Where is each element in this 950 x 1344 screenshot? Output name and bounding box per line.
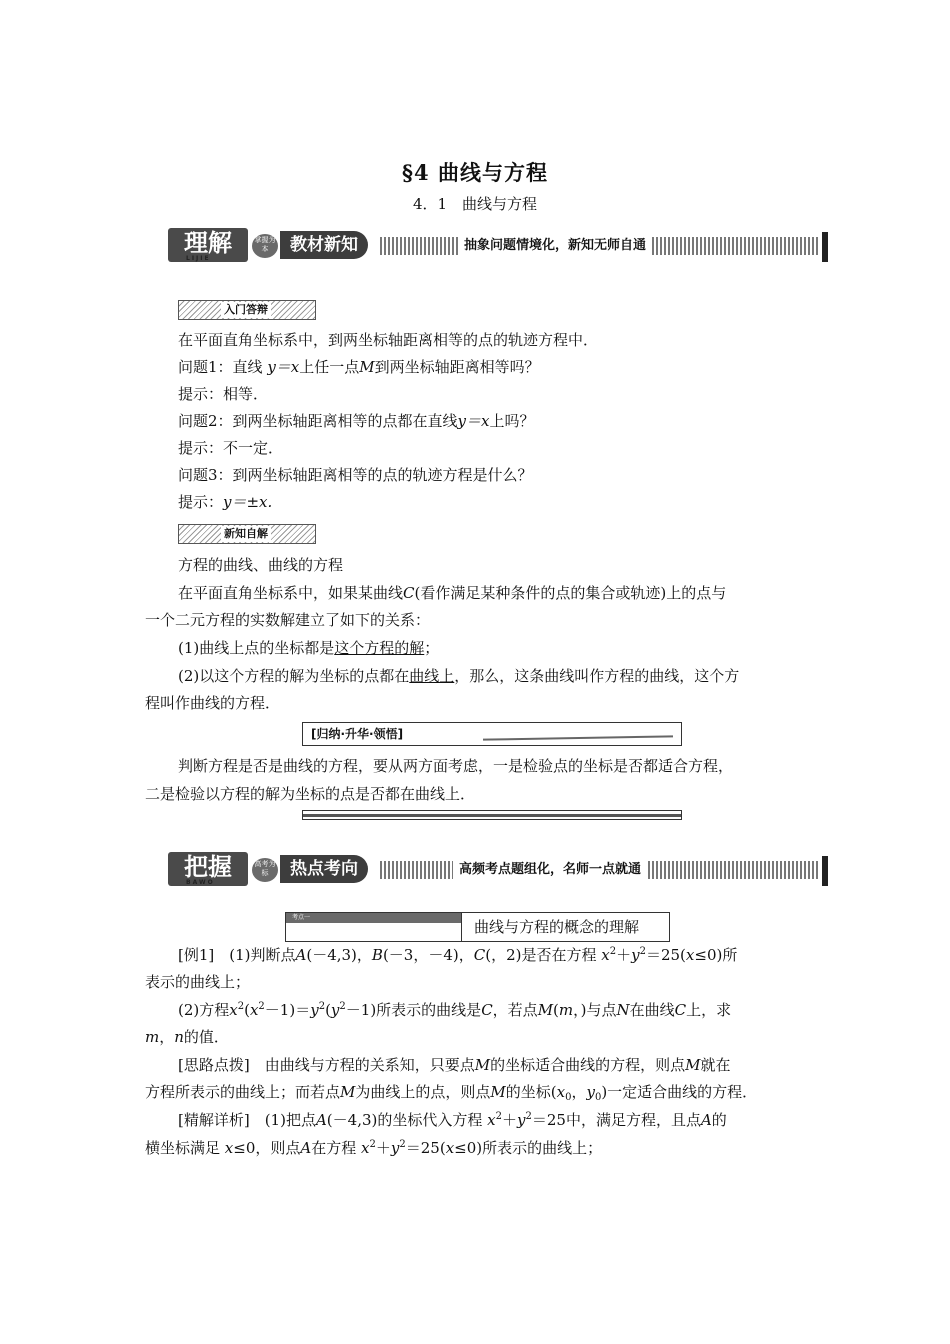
intro-q1: 问题1：直线 y＝x上任一点M到两坐标轴距离相等吗？: [178, 358, 540, 376]
newknow-rule-1: (1)曲线上点的坐标都是这个方程的解；: [178, 639, 440, 657]
banner-slogan: 高频考点题组化，名师一点就通: [453, 860, 647, 880]
example-line-4: m，n的值．: [145, 1028, 229, 1046]
banner-pinyin: BAWO: [186, 879, 215, 886]
topic-label: 考点一: [286, 913, 461, 923]
subsection-title: 4．1 曲线与方程: [412, 195, 538, 213]
summary-line-2: 二是检验以方程的解为坐标的点是否都在曲线上．: [145, 785, 476, 803]
intro-q2: 问题2：到两坐标轴距离相等的点都在直线y＝x上吗？: [178, 412, 535, 430]
summary-decor-line: [483, 735, 673, 740]
example-line-2: 表示的曲线上；: [145, 973, 251, 991]
newknow-p2: 一个二元方程的实数解建立了如下的关系：: [145, 611, 431, 629]
newknow-heading: 方程的曲线、曲线的方程: [178, 556, 344, 574]
banner-tag: 掌握为本: [252, 234, 278, 258]
solution-line-2: 横坐标满足 x≤0，则点A在方程 $x^2+y^2=25(x\le 0)$所表示的曲线上；: [145, 1139, 603, 1157]
intro-a2: 提示：不一定．: [178, 439, 284, 457]
banner-tag: 高考为标: [252, 858, 278, 882]
section-title: §4 曲线与方程: [402, 160, 548, 185]
newknow-label-box: [178, 524, 316, 544]
summary-label: [归纳·升华·领悟]: [311, 727, 404, 741]
banner-caption: 教材新知: [280, 231, 368, 259]
banner-big-text: 把握: [168, 852, 248, 886]
intro-label: 入门答辩: [221, 302, 271, 318]
newknow-label: 新知自解: [221, 526, 271, 542]
intro-label-box: [178, 300, 316, 320]
newknow-rule-2: (2)以这个方程的解为坐标的点都在曲线上，那么，这条曲线叫作方程的曲线，这个方: [178, 667, 740, 685]
banner-understand: [168, 228, 828, 262]
banner-endbar: [822, 232, 828, 262]
solution-line-1: [精解详析] (1)把点A(－4,3)的坐标代入方程 $x^2+y^2=25$中，满足方程，且点A的: [178, 1111, 727, 1129]
topic-separator: [461, 913, 462, 941]
banner-big-text: 理解: [168, 228, 248, 262]
intro-q3: 问题3：到两坐标轴距离相等的点的轨迹方程是什么？: [178, 466, 533, 484]
summary-box: [302, 722, 682, 746]
example-line-3: (2)方程$x^2(x^2-1)=y^2(y^2-1)$所表示的曲线是C，若点M(m，)与点N在曲线C上，求: [178, 1001, 732, 1019]
newknow-p1: 在平面直角坐标系中，如果某曲线C(看作满足某种条件的点的集合或轨迹)上的点与: [178, 584, 727, 602]
newknow-rule-3: 程叫作曲线的方程．: [145, 694, 281, 712]
summary-line-1: 判断方程是否是曲线的方程，要从两方面考虑，一是检验点的坐标是否都适合方程，: [178, 757, 734, 775]
example-line-1: [例1] (1)判断点A(－4,3)，B(－3，－4)，C(，2)是否在方程 $x^2+y^2=25(x\le 0)$所: [178, 946, 738, 964]
banner-grasp: [168, 852, 828, 886]
topic-title: 曲线与方程的概念的理解: [474, 918, 640, 936]
banner-endbar: [822, 856, 828, 886]
intro-a1: 提示：相等．: [178, 385, 269, 403]
intro-line-1: 在平面直角坐标系中，到两坐标轴距离相等的点的轨迹方程中．: [178, 331, 599, 349]
banner-caption: 热点考向: [280, 855, 368, 883]
topic-box: [285, 912, 670, 942]
intro-a3: 提示：y＝±x.: [178, 493, 273, 511]
banner-pinyin: LIJIE: [186, 255, 211, 262]
hint-line-2: 方程所表示的曲线上；而若点M为曲线上的点，则点M的坐标($x_0$，$y_0$)一定适合曲线的方程．: [145, 1083, 758, 1103]
banner-slogan: 抽象问题情境化，新知无师自通: [458, 236, 652, 256]
summary-end-bar: [302, 810, 682, 820]
hint-line-1: [思路点拨] 由曲线与方程的关系知，只要点M的坐标适合曲线的方程，则点M就在: [178, 1056, 731, 1074]
